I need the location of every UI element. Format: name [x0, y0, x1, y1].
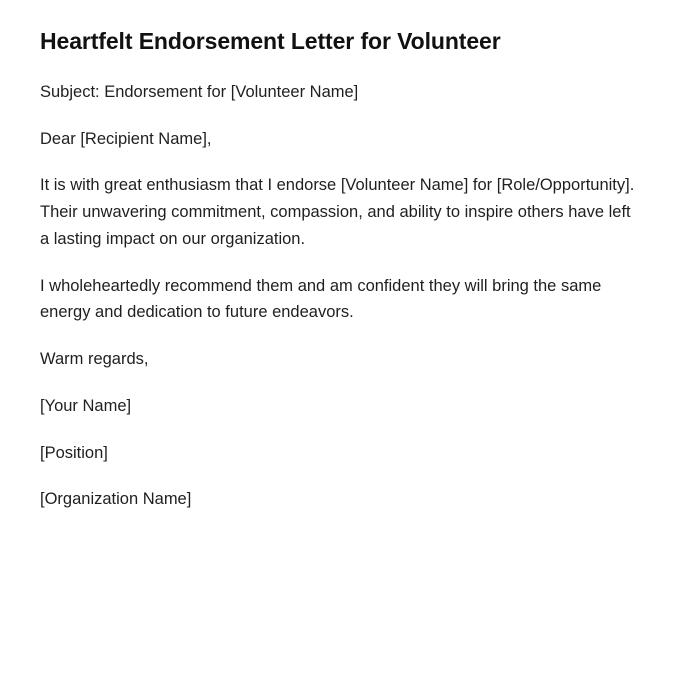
page-title: Heartfelt Endorsement Letter for Volunteer — [40, 28, 501, 54]
signature-position: [Position] — [40, 443, 108, 462]
signature-organization: [Organization Name] — [40, 490, 192, 509]
subject-line: Subject: Endorsement for [Volunteer Name] — [40, 83, 359, 102]
body-paragraph-1: It is with great enthusiasm that I endorse [Volunteer Name] for [Role/Opportunity]. Their unwavering commitment, compassion, and ability to inspire others have left a lasting impact on our organization. — [40, 176, 635, 248]
signature-name: [Your Name] — [40, 396, 132, 415]
salutation: Dear [Recipient Name], — [40, 129, 212, 148]
body-paragraph-2: I wholeheartedly recommend them and am confident they will bring the same energy and dedication to future endeavors. — [40, 276, 602, 322]
closing: Warm regards, — [40, 350, 149, 369]
